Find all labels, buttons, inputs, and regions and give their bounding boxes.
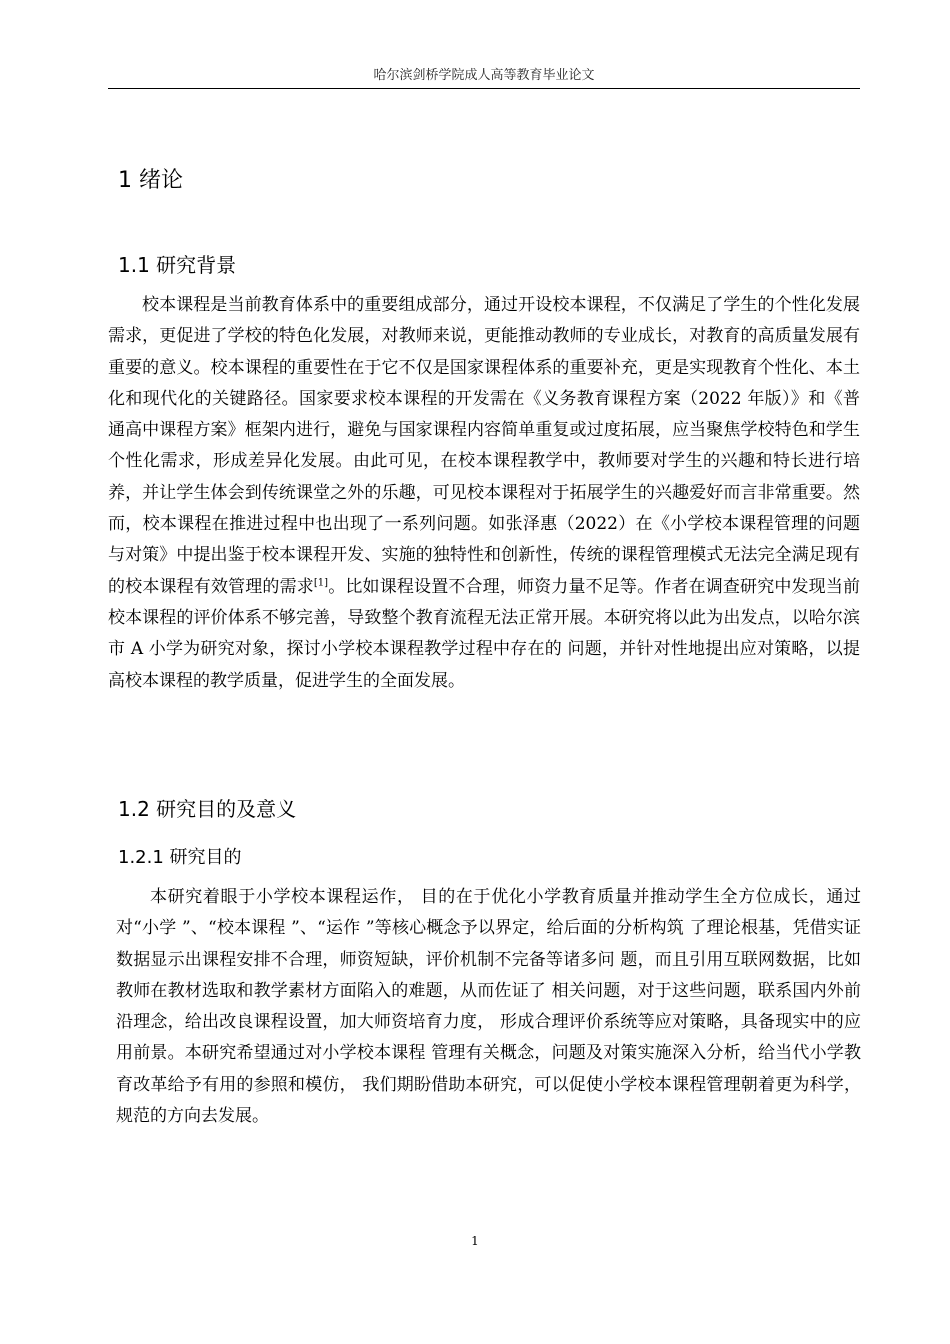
citation-ref: [1] — [313, 577, 329, 589]
background-paragraph — [108, 290, 860, 697]
running-header: 哈尔滨剑桥学院成人高等教育毕业论文 — [373, 68, 595, 83]
background-text-part-2: 。比如课程设置不合理，师资力量不足等。作者在调查研究中发现当前校本课程的评价体系不够完善，导致整个教育流程无法正常开展。本研究将以此为出发点，以哈尔滨市 A 小学为研究对象，探讨小学校本课程教学过程中存在的 问题，并针对性地提出应对策略，以提高校本课程的教学质量，促进学生的全面发展。 — [108, 576, 860, 691]
subsection-title-1-2-1: 1.2.1 研究目的 — [118, 847, 242, 868]
section-title-1-1: 1.1 研究背景 — [118, 253, 237, 277]
header-divider — [108, 88, 860, 89]
background-text-part-1: 校本课程是当前教育体系中的重要组成部分，通过开设校本课程，不仅满足了学生的个性化发展需求，更促进了学校的特色化发展，对教师来说，更能推动教师的专业成长，对教育的高质量发展有重要的意义。校本课程的重要性在于它不仅是国家课程体系的重要补充，更是实现教育个性化、本土化和现代化的关键路径。国家要求校本课程的开发需在《义务教育课程方案（2022 年版）》和《普通高中课程方案》框架内进行，避免与国家课程内容简单重复或过度拓展，应当聚焦学校特色和学生个性化需求，形成差异化发展。由此可见，在校本课程教学中，教师要对学生的兴趣和特长进行培养，并让学生体会到传统课堂之外的乐趣，可见校本课程对于拓展学生的兴趣爱好而言非常重要。然而，校本课程在推进过程中也出现了一系列问题。如张泽惠（2022）在《小学校本课程管理的问题与对策》中提出鉴于校本课程开发、实施的独特性和创新性，传统的课程管理模式无法完全满足现有的校本课程有效管理的需求 — [108, 295, 860, 597]
chapter-title: 1 绪论 — [118, 168, 183, 193]
section-title-1-2: 1.2 研究目的及意义 — [118, 797, 297, 821]
purpose-paragraph: 本研究着眼于小学校本课程运作， 目的在于优化小学教育质量并推动学生全方位成长，通过对“小学 ”、“校本课程 ”、“运作 ”等核心概念予以界定，给后面的分析构筑 了理论根基，凭借实证数据显示出课程安排不合理，师资短缺，评价机制不完备等诸多问 题，而且引用互联网数据，比如教师在教材选取和教学素材方面陷入的难题，从而佐证了 相关问题，对于这些问题，联系国内外前沿理念，给出改良课程设置，加大师资培育力度， 形成合理评价系统等应对策略，具备现实中的应用前景。本研究希望通过对小学校本课程 管理有关概念，问题及对策实施深入分析，给当代小学教育改革给予有用的参照和模仿， 我们期盼借助本研究，可以促使小学校本课程管理朝着更为科学，规范的方向去发展。 — [116, 887, 861, 1127]
page-number: 1 — [471, 1234, 479, 1248]
